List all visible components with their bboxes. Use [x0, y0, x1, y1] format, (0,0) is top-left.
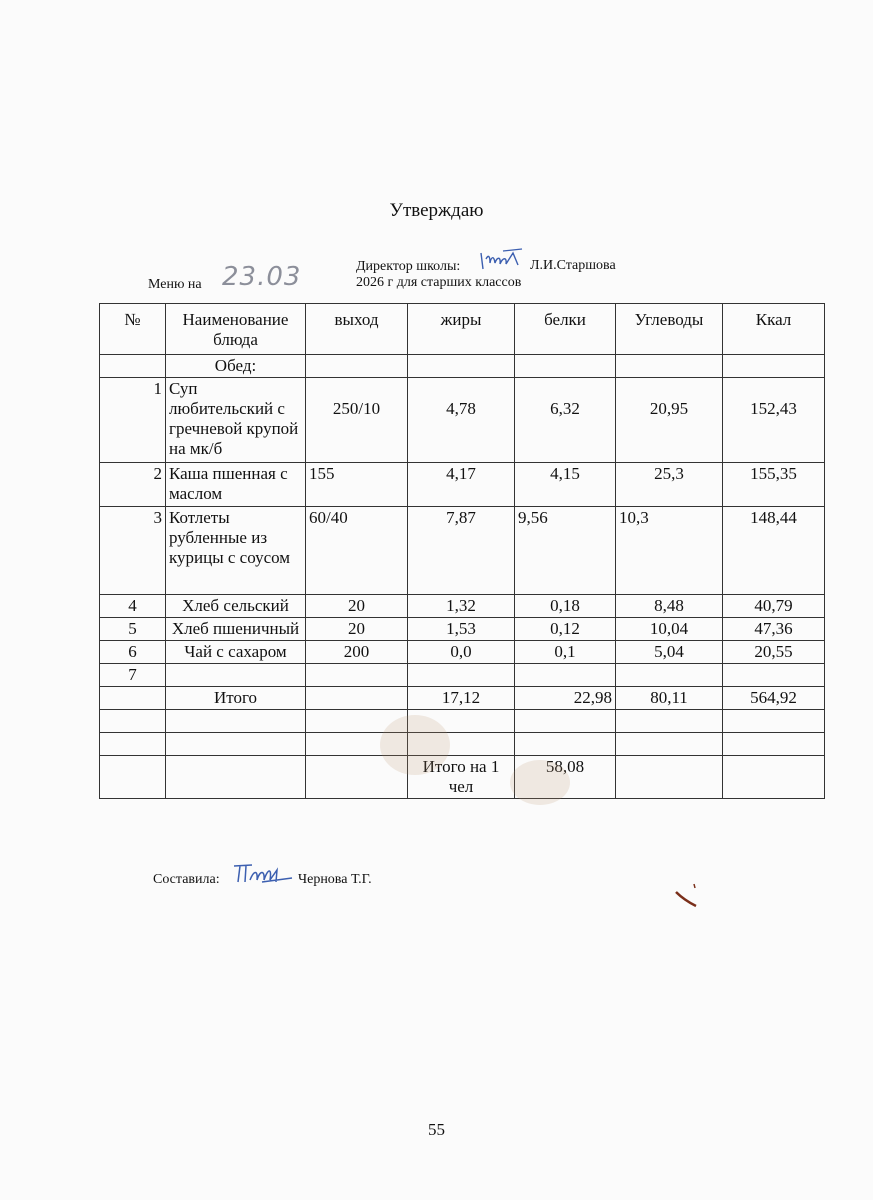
menu-date-handwritten: 23.03 [222, 262, 302, 292]
dish-kcal: 148,44 [723, 507, 825, 595]
table-row [100, 463, 825, 507]
compiler-signature [232, 860, 294, 888]
compiled-by-name: Чернова Т.Г. [298, 872, 372, 887]
dish-kcal: 152,43 [723, 378, 825, 463]
ink-mark [672, 882, 702, 910]
dish-protein: 9,56 [515, 507, 616, 595]
total-kcal: 564,92 [723, 687, 825, 710]
dish-fat: 4,78 [408, 378, 515, 463]
dish-name: Каша пшенная с маслом [166, 463, 306, 507]
menu-table [99, 303, 825, 799]
dish-name: Хлеб пшеничный [166, 618, 306, 641]
total-protein: 22,98 [515, 687, 616, 710]
dish-carbs: 10,04 [616, 618, 723, 641]
dish-carbs: 20,95 [616, 378, 723, 463]
director-label: Директор школы: [356, 259, 461, 274]
col-number: № [100, 304, 166, 355]
total-row [100, 687, 825, 710]
table-row [100, 641, 825, 664]
col-kcal: Ккал [723, 304, 825, 355]
dish-name: Хлеб сельский [166, 595, 306, 618]
row-number: 1 [100, 378, 166, 463]
dish-fat: 4,17 [408, 463, 515, 507]
dish-protein: 0,18 [515, 595, 616, 618]
page-number: 55 [428, 1120, 445, 1139]
dish-protein: 0,1 [515, 641, 616, 664]
menu-subtitle: 2026 г для старших классов [356, 275, 522, 290]
total-fat: 17,12 [408, 687, 515, 710]
total-carbs: 80,11 [616, 687, 723, 710]
row-number: 4 [100, 595, 166, 618]
dish-output: 250/10 [306, 378, 408, 463]
director-signature [478, 245, 523, 273]
col-carbs: Углеводы [616, 304, 723, 355]
director-name: Л.И.Старшова [530, 258, 616, 273]
dish-protein: 6,32 [515, 378, 616, 463]
row-number: 2 [100, 463, 166, 507]
dish-kcal: 40,79 [723, 595, 825, 618]
dish-output: 155 [306, 463, 408, 507]
dish-name: Чай с сахаром [166, 641, 306, 664]
table-header-row [100, 304, 825, 355]
blank-row [100, 710, 825, 733]
document-title: Утверждаю [389, 200, 484, 221]
dish-output: 20 [306, 595, 408, 618]
menu-label: Меню на [148, 277, 202, 292]
section-row [100, 355, 825, 378]
dish-output: 20 [306, 618, 408, 641]
dish-name: Котлеты рубленные из курицы с соусом [166, 507, 306, 595]
dish-fat: 0,0 [408, 641, 515, 664]
row-number: 7 [100, 664, 166, 687]
row-number: 5 [100, 618, 166, 641]
dish-kcal: 20,55 [723, 641, 825, 664]
section-label: Обед: [166, 355, 306, 378]
dish-protein: 0,12 [515, 618, 616, 641]
dish-carbs: 8,48 [616, 595, 723, 618]
paper-stain [380, 715, 450, 775]
dish-name: Суп любительский с гречневой крупой на мк/б [166, 378, 306, 463]
dish-fat: 7,87 [408, 507, 515, 595]
table-row [100, 664, 825, 687]
dish-fat: 1,32 [408, 595, 515, 618]
dish-carbs: 10,3 [616, 507, 723, 595]
row-number: 6 [100, 641, 166, 664]
total-label: Итого [166, 687, 306, 710]
dish-carbs: 5,04 [616, 641, 723, 664]
per-person-label: Итого на 1 чел [408, 756, 515, 799]
table-row [100, 378, 825, 463]
per-person-value: 58,08 [515, 756, 616, 799]
dish-carbs: 25,3 [616, 463, 723, 507]
dish-kcal: 155,35 [723, 463, 825, 507]
compiled-by-label: Составила: [153, 872, 220, 887]
row-number: 3 [100, 507, 166, 595]
table-row [100, 618, 825, 641]
dish-kcal: 47,36 [723, 618, 825, 641]
dish-output: 200 [306, 641, 408, 664]
col-fat: жиры [408, 304, 515, 355]
paper-stain [510, 760, 570, 805]
col-protein: белки [515, 304, 616, 355]
table-row [100, 595, 825, 618]
dish-protein: 4,15 [515, 463, 616, 507]
col-dish-name: Наименование блюда [166, 304, 306, 355]
dish-fat: 1,53 [408, 618, 515, 641]
blank-row [100, 733, 825, 756]
col-output: выход [306, 304, 408, 355]
dish-output: 60/40 [306, 507, 408, 595]
per-person-row [100, 756, 825, 799]
table-row [100, 507, 825, 595]
